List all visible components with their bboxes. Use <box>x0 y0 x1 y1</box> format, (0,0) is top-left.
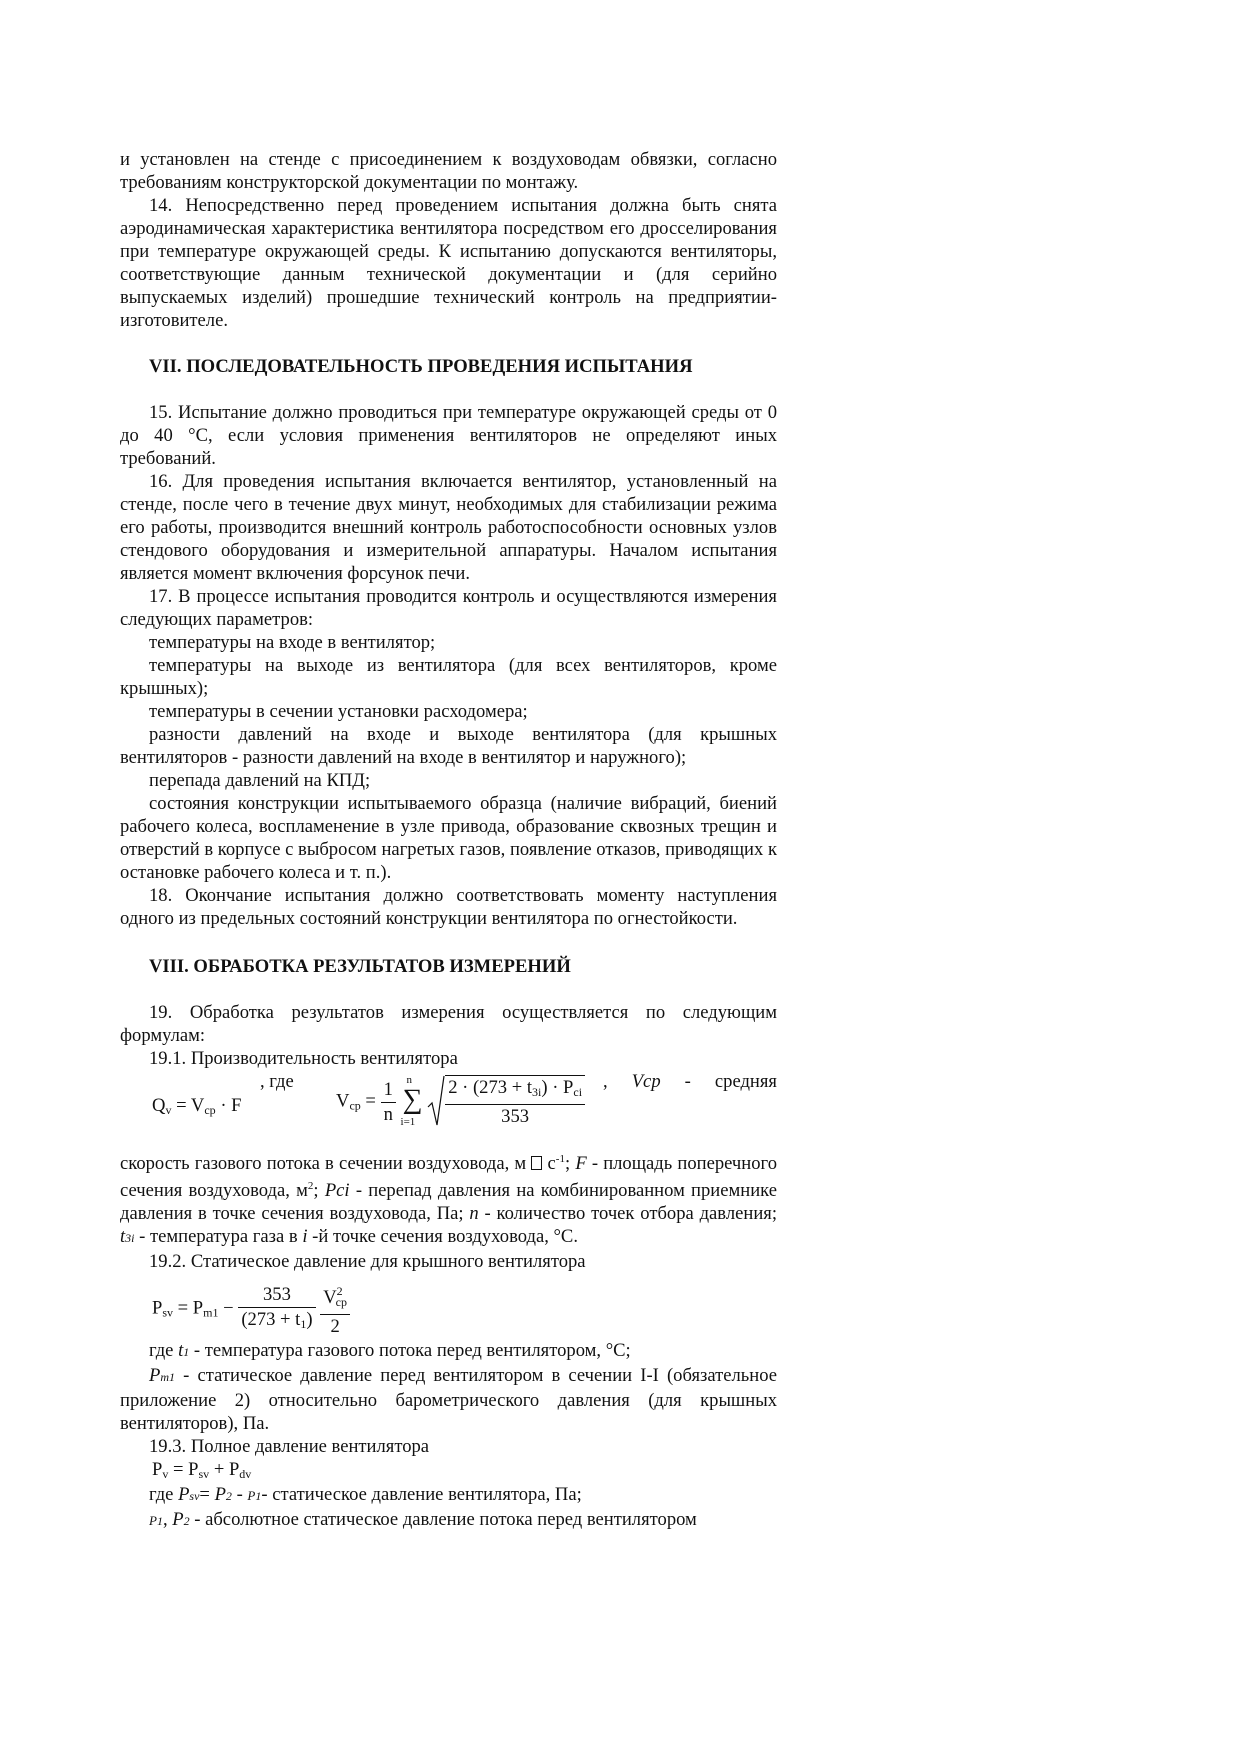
list-item: состояния конструкции испытываемого образца (наличие вибраций, биений рабочего колеса, воспламенение в узле привода, образование сквозных трещин и отверстий в корпусе с выбросом нагретых газов, появление отказов, приводящих к остановке рабочего колеса и т. п.). <box>120 793 777 883</box>
formula-psv: $P_{sv} = P_{m1}$ − $\frac{353}{(273 + t_1)}$ $\frac{V^2_{ср}}{2}$ <box>152 1279 350 1339</box>
paragraph-19-2-where: где t1 - температура газового потока перед вентилятором, °С; <box>149 1340 631 1361</box>
document-page <box>120 148 777 1533</box>
sqrt-radical: $\frac{2 \cdot (273 + t_{3i}) \cdot P_{ci}}{353}$ <box>427 1075 585 1129</box>
paragraph-19-2: 19.2. Статическое давление для крышного вентилятора <box>149 1251 586 1272</box>
formula-qv: $Q_v = V_{ср} \cdot F$ <box>152 1095 242 1117</box>
formula-pv: $P_v = P_{sv} + P_{dv}$ <box>152 1459 252 1481</box>
paragraph-19: 19. Обработка результатов измерения осуществляется по следующим формулам: <box>120 1002 777 1046</box>
list-item: перепада давлений на КПД; <box>149 770 371 791</box>
list-item: температуры в сечении установки расходомера; <box>149 701 528 722</box>
paragraph-17: 17. В процессе испытания проводится контроль и осуществляются измерения следующих параметров: <box>120 586 777 630</box>
paragraph-14: 14. Непосредственно перед проведением испытания должна быть снята аэродинамическая характеристика вентилятора посредством его дросселирования при температуре окружающей среды. К испытанию допускаются вентиляторы, соответствующие данным технической документации и (для серийно выпускаемых изделий) прошедшие технический контроль на предприятии-изготовителе. <box>120 195 777 331</box>
paragraph-19-3: 19.3. Полное давление вентилятора <box>149 1436 430 1457</box>
paragraph-15: 15. Испытание должно проводиться при температуре окружающей среды от 0 до 40 °С, если условия применения вентиляторов не определяют иных требований. <box>120 402 777 469</box>
section-heading-8: VIII. ОБРАБОТКА РЕЗУЛЬТАТОВ ИЗМЕРЕНИЙ <box>149 956 571 977</box>
paragraph-18: 18. Окончание испытания должно соответствовать моменту наступления одного из предельных состояний конструкции вентилятора по огнестойкости. <box>120 885 777 929</box>
sum-symbol: n ∑ i=1 <box>400 1074 423 1128</box>
paragraph-16: 16. Для проведения испытания включается вентилятор, установленный на стенде, после чего в течение двух минут, необходимых для стабилизации режима его работы, производится внешний контроль работоспособности основных узлов стендового оборудования и измерительной аппаратуры. Началом испытания является момент включения форсунок печи. <box>120 471 777 584</box>
paragraph-19-1: 19.1. Производительность вентилятора <box>149 1048 458 1069</box>
formula-vcp: $V_{ср}$ = $\frac{1}{n}$ n ∑ i=1 $\frac{2 \cdot (273 + t_{3i}) \cdot P_{ci}}{353}$ <box>336 1074 585 1130</box>
list-item: температуры на выходе из вентилятора (для всех вентиляторов, кроме крышных); <box>120 655 777 699</box>
paragraph-19-3-where: где Psv= P2 - P1- статическое давление вентилятора, Па; <box>149 1484 582 1505</box>
paragraph-continuation: и установлен на стенде с присоединением к воздуховодам обвязки, согласно требованиям конструкторской документации по монтажу. <box>120 149 777 193</box>
paragraph-19-3-last: P1, P2 - абсолютное статическое давление потока перед вентилятором <box>149 1509 697 1530</box>
list-item: разности давлений на входе и выходе вентилятора (для крышных вентиляторов - разности давлений на входе в вентилятор и наружного); <box>120 724 777 768</box>
formula-tail-text: , Vср - средняя <box>603 1071 777 1092</box>
paragraph-19-2-pm1: Pm1 - статическое давление перед вентилятором в сечении I-I (обязательное приложение 2) относительно барометрического давления (для крышных вентиляторов), Па. <box>120 1365 777 1434</box>
paragraph-19-1-definitions: скорость газового потока в сечении воздуховода, м $с^{-1}$; F - площадь поперечного сечения воздуховода, $м^2$; Pci - перепад давления на комбинированном приемнике давления в точке сечения воздуховода, Па; n - количество точек отбора давления; t3i - температура газа в i -й точке сечения воздуховода, °С. <box>120 1153 777 1247</box>
list-item: температуры на входе в вентилятор; <box>149 632 436 653</box>
section-heading-7: VII. ПОСЛЕДОВАТЕЛЬНОСТЬ ПРОВЕДЕНИЯ ИСПЫТАНИЯ <box>149 356 693 377</box>
formula-where: , где <box>260 1071 294 1092</box>
formula-row-capacity <box>120 1070 777 1148</box>
formula-row-static-pressure <box>120 1275 777 1339</box>
missing-glyph-box <box>531 1156 542 1170</box>
